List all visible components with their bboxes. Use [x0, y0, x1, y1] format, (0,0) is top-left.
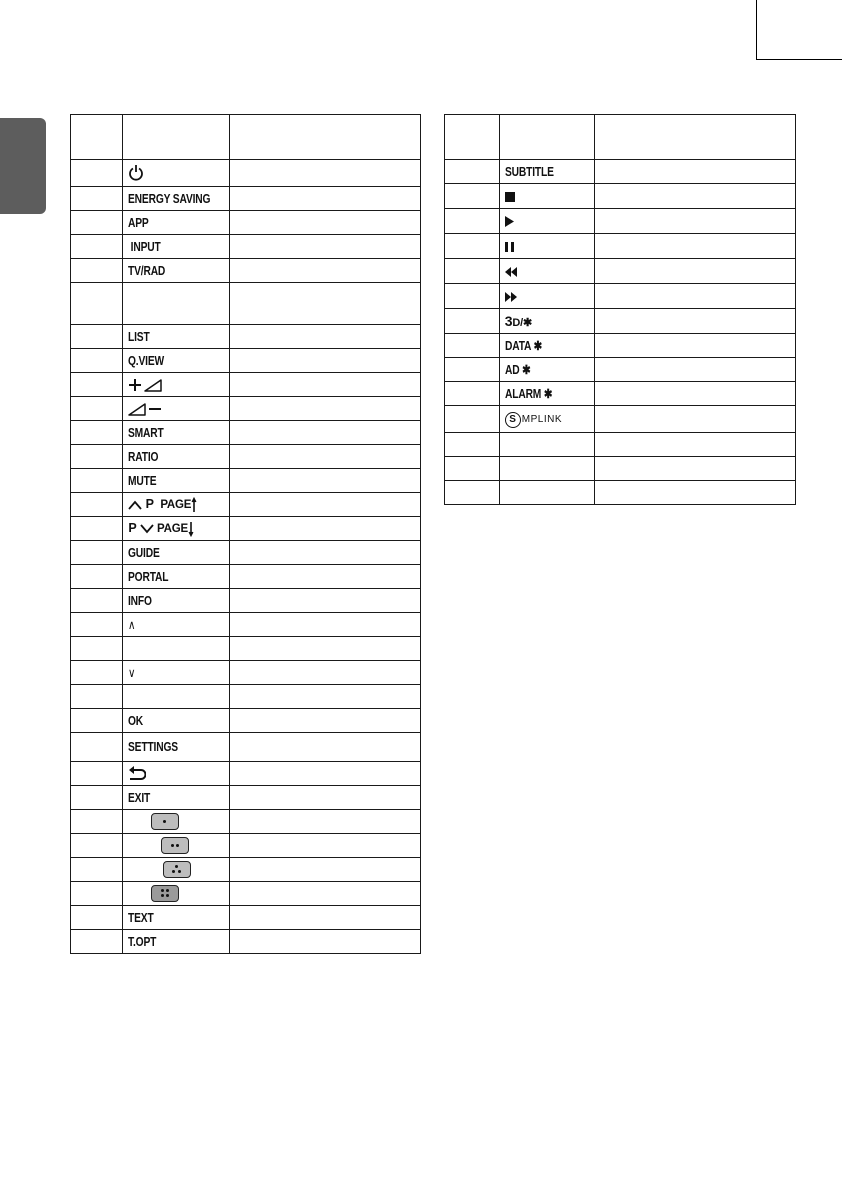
table-row — [71, 235, 421, 259]
table-row — [71, 445, 421, 469]
table-row — [71, 349, 421, 373]
table-row — [445, 209, 796, 234]
table-row — [71, 211, 421, 235]
table-row — [71, 589, 421, 613]
simplink-s-circle: S — [505, 412, 521, 428]
table-row — [71, 834, 421, 858]
key-cell — [123, 685, 229, 709]
key-label: Q.VIEW — [128, 353, 165, 368]
key-label: ENERGY SAVING — [128, 191, 211, 206]
table-header-row — [445, 115, 796, 160]
key-label: SETTINGS — [128, 740, 179, 754]
key-cell — [123, 858, 229, 882]
key-cell — [499, 334, 594, 358]
blue-button-icon — [151, 885, 179, 902]
table-row — [71, 786, 421, 810]
key-cell — [123, 613, 229, 637]
table-row — [445, 382, 796, 406]
key-cell — [499, 382, 594, 406]
key-cell — [123, 235, 229, 259]
program-up-icon — [128, 500, 142, 510]
back-icon — [128, 766, 146, 781]
key-label: ∨ — [128, 666, 136, 680]
language-side-tab — [0, 118, 46, 214]
table-row — [445, 481, 796, 505]
key-label-page: PAGE — [157, 522, 188, 535]
table-row — [71, 397, 421, 421]
key-label: SMART — [128, 425, 164, 440]
table-row — [71, 283, 421, 325]
table-row — [71, 373, 421, 397]
key-cell — [499, 284, 594, 309]
table-row — [71, 517, 421, 541]
key-cell — [123, 589, 229, 613]
volume-down-icon — [128, 402, 168, 416]
table-header-row — [71, 115, 421, 160]
stop-icon — [505, 192, 515, 202]
key-cell — [123, 259, 229, 283]
key-cell — [123, 733, 229, 762]
key-cell — [123, 283, 229, 325]
key-cell — [123, 421, 229, 445]
key-cell — [123, 493, 229, 517]
key-cell — [499, 160, 594, 184]
table-row — [71, 661, 421, 685]
key-cell — [499, 309, 594, 334]
key-label: LIST — [128, 329, 150, 344]
table-row — [71, 762, 421, 786]
key-label: GUIDE — [128, 545, 160, 560]
table-row — [71, 613, 421, 637]
fast-forward-icon — [505, 292, 517, 302]
key-label: AD ✱ — [504, 363, 531, 377]
key-label: MUTE — [128, 473, 157, 488]
power-icon — [128, 164, 144, 182]
key-label: PORTAL — [128, 569, 169, 584]
key-cell — [123, 709, 229, 733]
key-label: EXIT — [128, 790, 151, 805]
key-label-page: PAGE — [160, 498, 192, 511]
table-row — [71, 637, 421, 661]
key-cell — [123, 325, 229, 349]
key-cell — [123, 834, 229, 858]
key-cell — [123, 397, 229, 421]
crop-mark-vertical — [756, 0, 757, 60]
rewind-icon — [505, 267, 517, 277]
table-row — [71, 858, 421, 882]
key-label: P — [145, 496, 154, 511]
key-cell — [123, 762, 229, 786]
key-cell — [499, 406, 594, 433]
page-up-arrow-icon — [191, 497, 197, 513]
key-cell — [123, 517, 229, 541]
table-row — [445, 234, 796, 259]
key-cell — [123, 187, 229, 211]
key-cell — [499, 481, 594, 505]
table-row — [445, 334, 796, 358]
key-cell — [499, 358, 594, 382]
green-button-icon — [161, 837, 189, 854]
key-cell — [123, 661, 229, 685]
program-down-icon — [140, 524, 154, 534]
table-row — [71, 709, 421, 733]
key-cell — [123, 637, 229, 661]
key-label: OK — [128, 713, 144, 728]
key-label: TV/RAD — [128, 263, 166, 278]
table-row — [71, 421, 421, 445]
table-row — [71, 325, 421, 349]
remote-buttons-table-left — [70, 114, 421, 954]
yellow-button-icon — [163, 861, 191, 878]
table-row — [71, 469, 421, 493]
key-cell — [123, 810, 229, 834]
table-row — [445, 284, 796, 309]
table-row — [71, 259, 421, 283]
table-row — [71, 493, 421, 517]
table-row — [71, 187, 421, 211]
table-row — [71, 160, 421, 187]
pause-icon — [505, 242, 514, 252]
key-cell — [499, 457, 594, 481]
simplink-text: MPLINK — [521, 414, 563, 425]
key-label: SUBTITLE — [504, 164, 554, 179]
play-icon — [505, 216, 515, 227]
key-label: P — [128, 520, 137, 535]
table-row — [445, 358, 796, 382]
table-row — [71, 565, 421, 589]
crop-mark-horizontal — [756, 59, 842, 60]
key-cell — [123, 565, 229, 589]
key-cell — [499, 209, 594, 234]
key-label: INPUT — [128, 239, 161, 254]
key-cell — [499, 184, 594, 209]
key-label: RATIO — [128, 449, 159, 464]
red-button-icon — [151, 813, 179, 830]
remote-buttons-table-right — [444, 114, 796, 505]
table-row — [445, 160, 796, 184]
key-cell — [499, 234, 594, 259]
key-cell — [123, 160, 229, 187]
key-cell — [123, 373, 229, 397]
table-row — [445, 259, 796, 284]
key-cell — [123, 930, 229, 954]
table-row — [445, 433, 796, 457]
3d-icon: 3 — [504, 313, 513, 329]
table-row — [71, 733, 421, 762]
key-label: ALARM ✱ — [504, 387, 553, 401]
key-cell — [123, 906, 229, 930]
table-row — [71, 810, 421, 834]
page-down-arrow-icon — [188, 521, 194, 537]
key-cell — [123, 349, 229, 373]
key-cell — [123, 882, 229, 906]
table-row — [71, 685, 421, 709]
table-row — [71, 906, 421, 930]
key-label: DATA ✱ — [504, 339, 542, 353]
table-row — [445, 457, 796, 481]
table-row — [445, 309, 796, 334]
key-label: T.OPT — [128, 934, 157, 949]
key-label: INFO — [128, 593, 153, 608]
key-cell — [123, 445, 229, 469]
key-label: ∧ — [128, 618, 136, 632]
key-cell — [123, 469, 229, 493]
key-cell — [123, 786, 229, 810]
key-cell — [499, 433, 594, 457]
key-label: TEXT — [128, 910, 154, 925]
table-row — [71, 541, 421, 565]
table-row — [71, 882, 421, 906]
simplink-icon — [505, 412, 562, 428]
volume-up-icon — [128, 378, 168, 392]
key-cell — [123, 211, 229, 235]
key-cell — [499, 259, 594, 284]
key-label: D/✱ — [512, 317, 533, 329]
table-row — [445, 184, 796, 209]
table-row — [445, 406, 796, 433]
key-label: APP — [128, 215, 149, 230]
key-cell — [123, 541, 229, 565]
table-row — [71, 930, 421, 954]
